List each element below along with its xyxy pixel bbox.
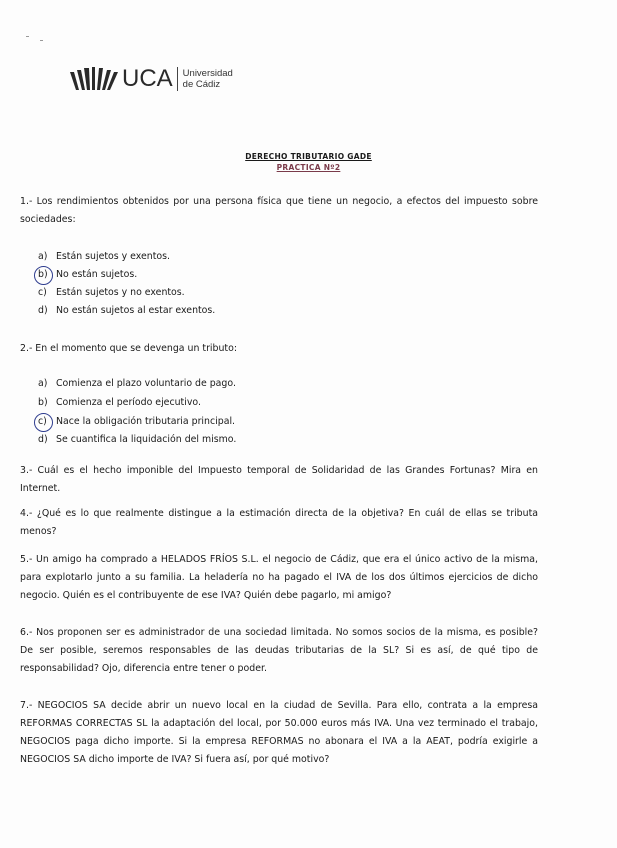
- option-text: Se cuantifica la liquidación del mismo.: [56, 434, 237, 445]
- question-1: 1.- Los rendimientos obtenidos por una persona física que tiene un negocio, a efectos del impuesto sobre sociedades:: [20, 196, 538, 225]
- q2-option-a: [38, 378, 236, 390]
- option-letter-circled: c): [38, 416, 56, 428]
- question-4: 4.- ¿Qué es lo que realmente distingue a la estimación directa de la objetiva? En cuál de ellas se tributa menos?: [20, 508, 538, 537]
- question-3: 3.- Cuál es el hecho imponible del Impuesto temporal de Solidaridad de las Grandes Fortunas? Mira en Internet.: [20, 465, 538, 494]
- option-letter: a): [38, 251, 48, 262]
- option-text: Nace la obligación tributaria principal.: [56, 416, 236, 427]
- question-7: 7.- NEGOCIOS SA decide abrir un nuevo local en la ciudad de Sevilla. Para ello, contrata a la empresa REFORMAS CORRECTAS SL la adaptación del local, por 50.000 euros más IVA. Una vez terminado el trabajo, NEGOCIOS paga dicho importe. Si la empresa REFORMAS no abonara el IVA a la AEAT, podría exigirle a NEGOCIOS SA dicho importe de IVA? Si fuera así, por qué motivo?: [20, 700, 538, 765]
- question-2: 2.- En el momento que se devenga un tributo:: [20, 343, 237, 354]
- q2-option-c: [38, 416, 235, 428]
- document-subtitle: PRACTICA Nº2: [276, 163, 341, 172]
- option-text: Están sujetos y exentos.: [56, 251, 171, 262]
- question-6: 6.- Nos proponen ser es administrador de una sociedad limitada. No somos socios de la misma, es posible? De ser posible, seremos responsables de las deudas tributarias de la SL? Si es así, de qué tipo de responsabilidad? Ojo, diferencia entre tener o poder.: [20, 627, 538, 674]
- option-text: Comienza el período ejecutivo.: [56, 397, 201, 408]
- option-text: No están sujetos.: [56, 269, 138, 280]
- option-letter: d): [38, 434, 48, 445]
- logo-line-2: de Cádiz: [182, 79, 221, 90]
- logo-abbreviation: UCA: [122, 65, 173, 92]
- option-text: No están sujetos al estar exentos.: [56, 305, 216, 316]
- q1-option-a: [38, 251, 170, 263]
- document-titles: [0, 151, 617, 173]
- q2-option-b: [38, 397, 201, 409]
- question-5: 5.- Un amigo ha comprado a HELADOS FRÍOS S.L. el negocio de Cádiz, que era el único activo de la misma, para explotarlo junto a su familia. La heladería no ha pagado el IVA de los dos últimos ejercicios de dicho negocio. Quién es el contribuyente de ese IVA? Quién debe pagarlo, mi amigo?: [20, 554, 538, 601]
- q1-option-c: [38, 287, 185, 299]
- document-title: DERECHO TRIBUTARIO GADE: [245, 152, 372, 161]
- logo-line-1: Universidad: [182, 68, 233, 79]
- option-letter: c): [38, 287, 47, 298]
- option-letter: d): [38, 305, 48, 316]
- q1-option-d: [38, 305, 215, 317]
- university-logo: [68, 64, 233, 94]
- logo-university-name: [183, 68, 233, 90]
- scan-speck: [26, 36, 29, 37]
- scan-speck: [40, 40, 43, 41]
- q2-option-d: [38, 434, 236, 446]
- option-letter-circled: b): [38, 269, 56, 281]
- logo-divider: [177, 67, 178, 91]
- uca-emblem-icon: [68, 66, 120, 92]
- option-letter: a): [38, 378, 48, 389]
- option-text: Comienza el plazo voluntario de pago.: [56, 378, 236, 389]
- option-letter: b): [38, 397, 48, 408]
- option-text: Están sujetos y no exentos.: [56, 287, 185, 298]
- q1-option-b: [38, 269, 137, 281]
